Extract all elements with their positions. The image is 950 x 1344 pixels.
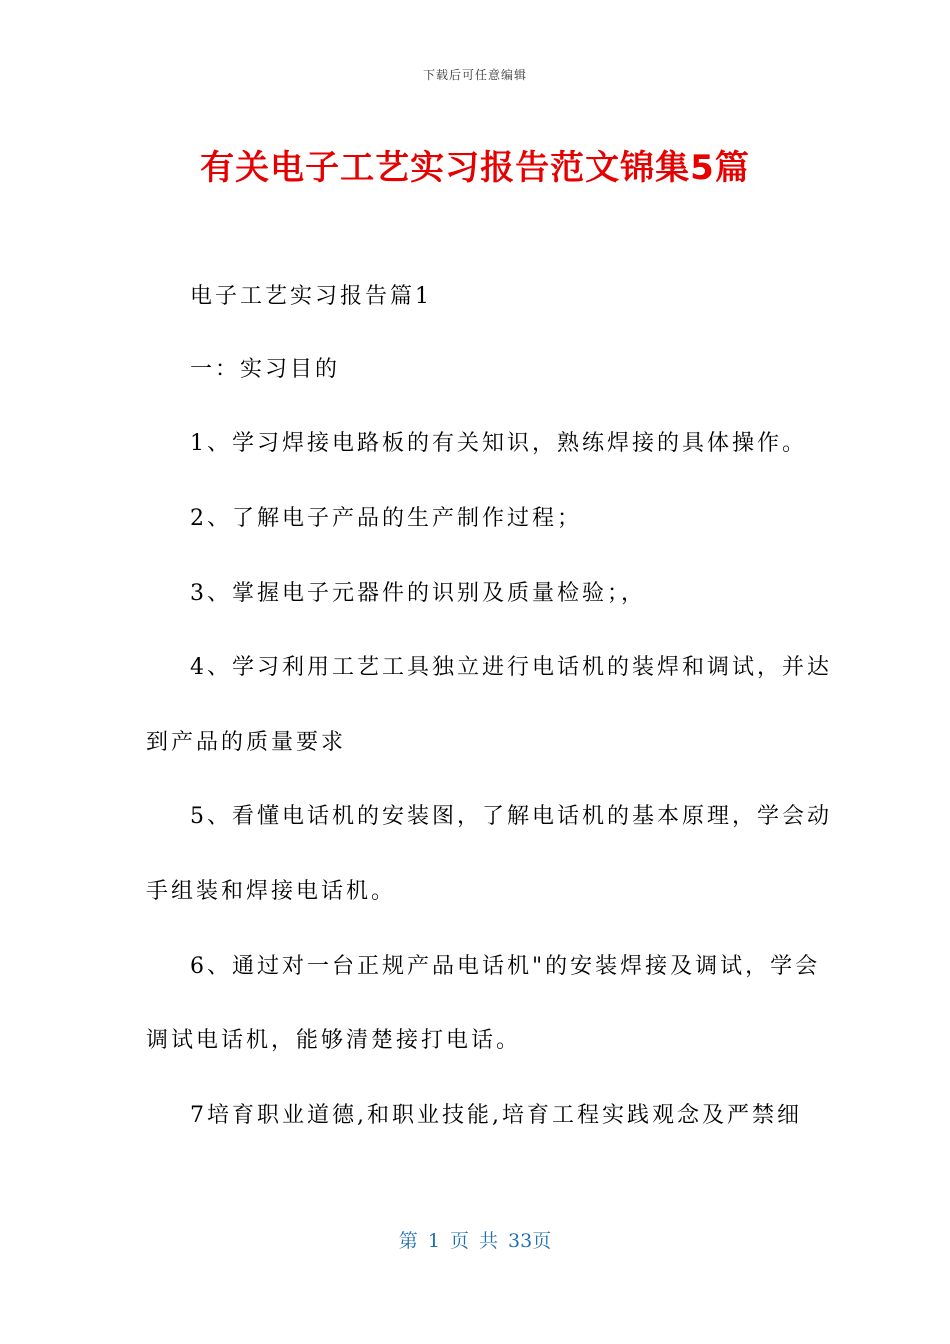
section-heading: 电子工艺实习报告篇1 — [190, 284, 432, 309]
document-title: 有关电子工艺实习报告范文锦集5篇 — [200, 148, 750, 188]
paragraph-line: 5、看懂电话机的安装图，了解电话机的基本原理，学会动 — [190, 804, 832, 829]
page-number: 第 1 页 共 33页 — [398, 1230, 552, 1252]
paragraph-line: 3、掌握电子元器件的识别及质量检验；， — [190, 581, 646, 606]
paragraph-line: 7培育职业道德,和职业技能,培育工程实践观念及严禁细 — [190, 1103, 802, 1128]
paragraph-line: 6、通过对一台正规产品电话机"的安装焊接及调试，学会 — [190, 954, 821, 979]
paragraph-line: 到产品的质量要求 — [146, 730, 347, 755]
paragraph-line: 调试电话机，能够清楚接打电话。 — [146, 1028, 522, 1053]
page-header-note: 下载后可任意编辑 — [422, 68, 527, 82]
paragraph-line: 手组装和焊接电话机。 — [146, 879, 397, 904]
subsection-heading: 一：实习目的 — [190, 357, 341, 382]
paragraph-line: 1、学习焊接电路板的有关知识，熟练焊接的具体操作。 — [190, 431, 807, 456]
paragraph-line: 4、学习利用工艺工具独立进行电话机的装焊和调试，并达 — [190, 655, 832, 680]
paragraph-line: 2、了解电子产品的生产制作过程； — [190, 506, 582, 531]
